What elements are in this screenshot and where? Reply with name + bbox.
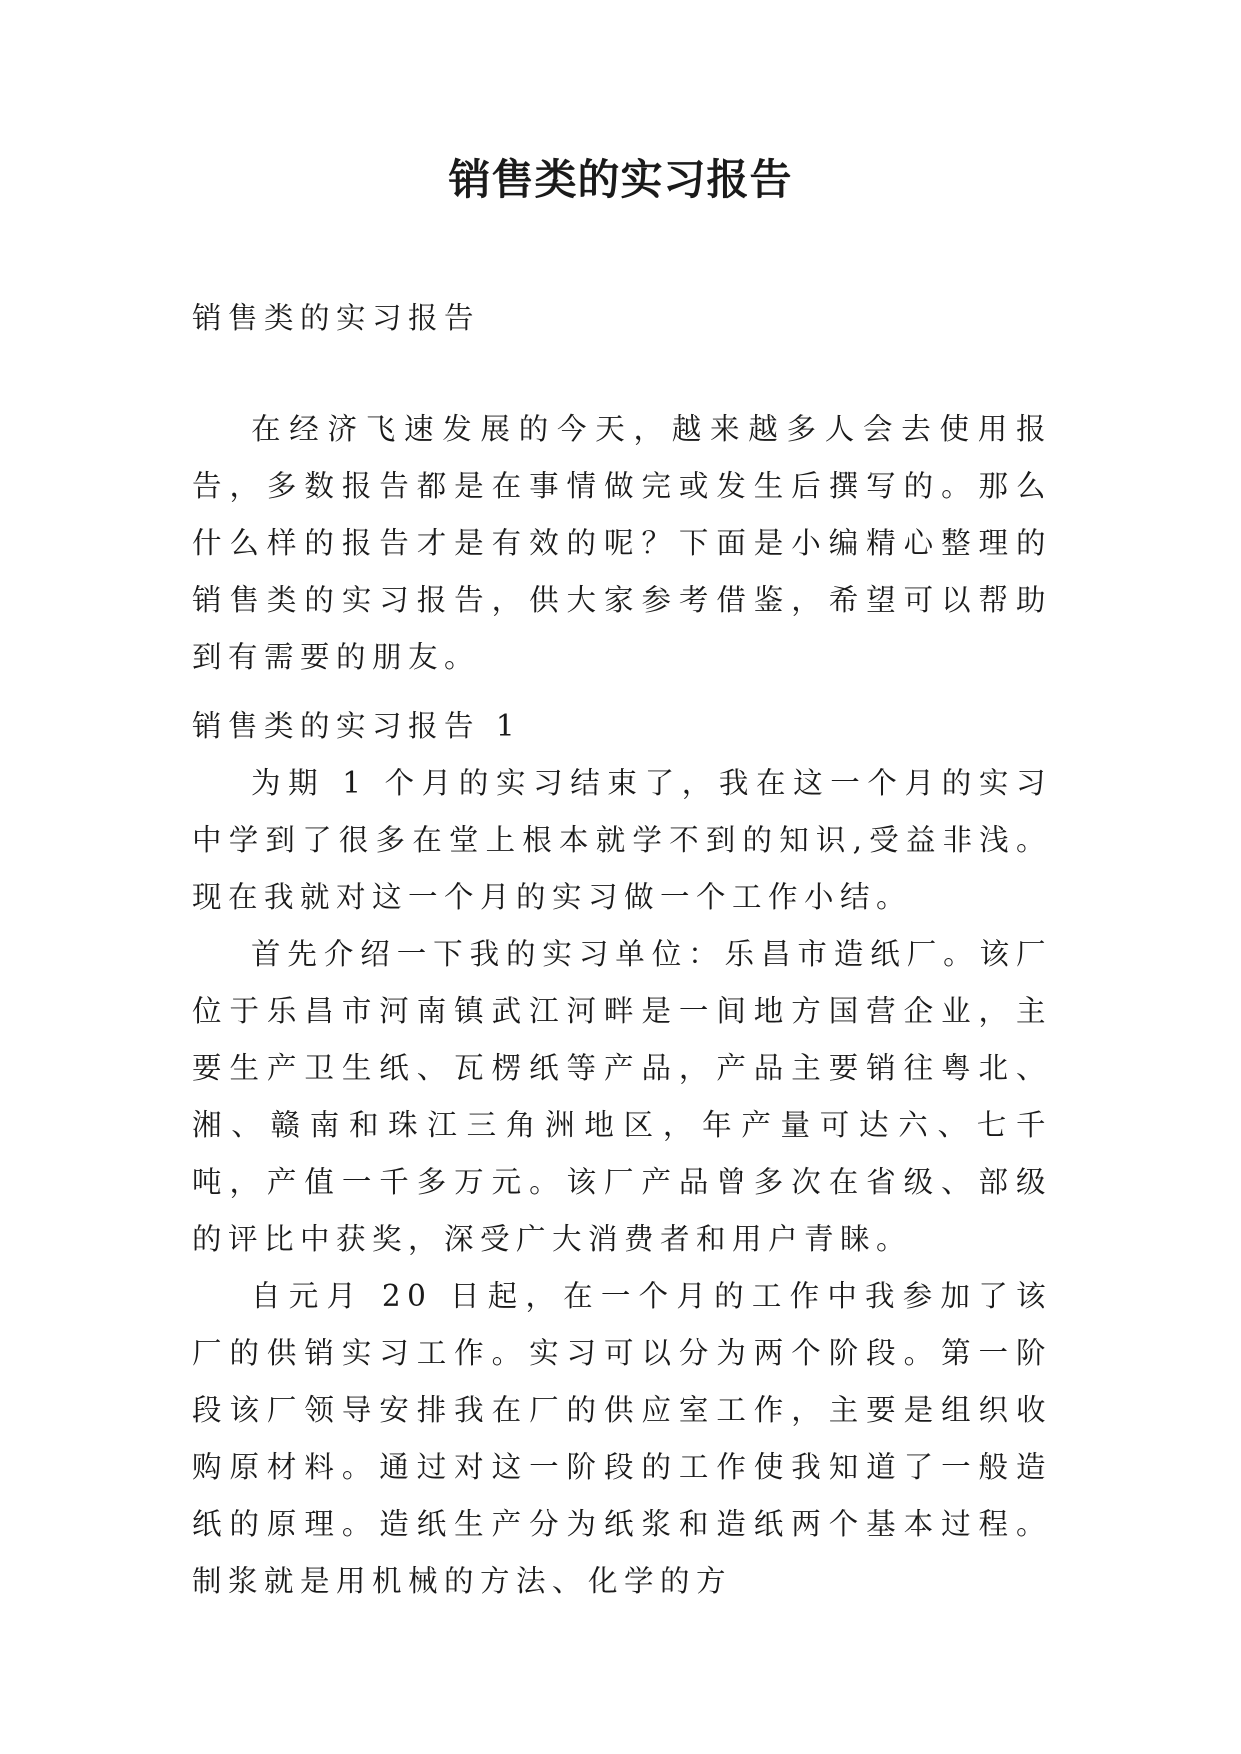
intro-paragraph: 在经济飞速发展的今天，越来越多人会去使用报告，多数报告都是在事情做完或发生后撰写的。那么什么样的报告才是有效的呢？下面是小编精心整理的销售类的实习报告，供大家参考借鉴，希望可以帮助到有需要的朋友。: [192, 412, 1052, 674]
intro-section: [192, 401, 1052, 686]
section-1-paragraph-2: 首先介绍一下我的实习单位：乐昌市造纸厂。该厂位于乐昌市河南镇武江河畔是一间地方国营企业，主要生产卫生纸、瓦楞纸等产品，产品主要销往粤北、湘、赣南和珠江三角洲地区，年产量可达六、七千吨，产值一千多万元。该厂产品曾多次在省级、部级的评比中获奖，深受广大消费者和用户青睐。: [192, 937, 1052, 1256]
section-1: [192, 698, 1052, 1610]
document-subtitle: 销售类的实习报告: [192, 301, 481, 335]
section-1-paragraph-1: 为期 1 个月的实习结束了，我在这一个月的实习中学到了很多在堂上根本就学不到的知识,受益非浅。现在我就对这一个月的实习做一个工作小结。: [192, 766, 1052, 914]
document-title: 销售类的实习报告: [448, 155, 793, 204]
section-1-heading: 销售类的实习报告 1: [192, 709, 522, 743]
section-1-paragraph-3: 自元月 20 日起，在一个月的工作中我参加了该厂的供销实习工作。实习可以分为两个阶段。第一阶段该厂领导安排我在厂的供应室工作，主要是组织收购原材料。通过对这一阶段的工作使我知道了一般造纸的原理。造纸生产分为纸浆和造纸两个基本过程。制浆就是用机械的方法、化学的方: [192, 1279, 1052, 1598]
